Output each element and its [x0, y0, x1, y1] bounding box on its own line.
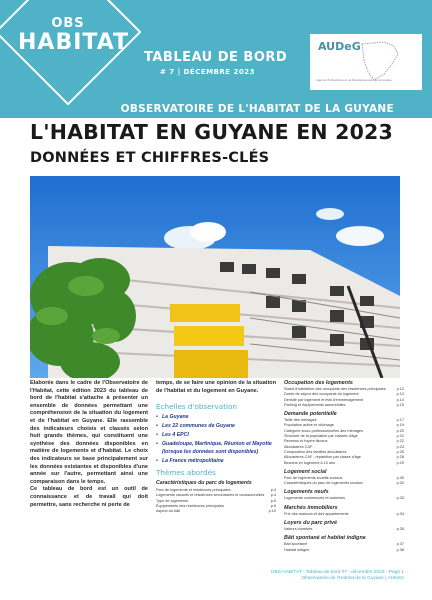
toc-label: Densité par logement et état d'emménagement — [284, 397, 364, 402]
toc-row[interactable] — [284, 548, 404, 553]
toc-page: p.30 — [396, 475, 404, 480]
toc-page: p.15 — [396, 402, 404, 407]
partner-caption: Agence d'Urbanisme et de Développement de la Guyane — [316, 78, 392, 82]
intro-paragraph-2: Ce tableau de bord est un outil de connaissance et de travail qui doit permettre, sans recherche ni perte de — [30, 486, 148, 508]
toc-label: Prix des maisons et des appartements — [284, 511, 349, 516]
intro-paragraph-1: Elaborée dans le cadre de l'Observatoire de l'Habitat, cette édition 2023 du tableau de bord de l'habitat s'attache à présenter un ensemble de données permettant une compréhension de la situation du logement et de l'habitat en Guyane. Elle rassemble des indicateurs choisis et classés selon huit grands thèmes, qui constituent une synthèse des données disponibles en matière de logements et d'habitat. Le choix des indicateurs se base principalement sur les données existantes et disponibles d'une année sur l'autre, permettant ainsi une comparaison dans le temps. — [30, 380, 148, 485]
toc-page: p.19 — [396, 423, 404, 428]
echelles-heading: Échelles d'observation — [156, 402, 237, 412]
toc-section-title: Logement social — [284, 468, 327, 475]
echelle-item: • La France métropolitaine — [156, 458, 276, 465]
toc-page: p.32 — [396, 481, 404, 486]
footer-line-2: Observatoire de l'Habitat de la Guyane | AUDeG — [301, 576, 404, 582]
toc-label: Parking et équipements automobiles — [284, 402, 346, 407]
toc-section-title: Marchés immobiliers — [284, 504, 338, 511]
toc-page: p.5 — [270, 498, 276, 503]
echelle-item: • La Guyane — [156, 414, 276, 421]
page-footer — [204, 570, 404, 582]
toc-page: p.4 — [270, 488, 276, 493]
guyane-map-icon — [354, 40, 414, 82]
echelle-item: • Les 22 communes de Guyane — [156, 423, 276, 430]
toc-label: Revenus et foyers fiscaux — [284, 439, 328, 444]
toc-label: Allocataires CAF : répartition par classe d'âge — [284, 455, 361, 460]
toc-page: p.38 — [396, 547, 404, 552]
logo-text-top: OBS — [51, 16, 85, 31]
toc-page: p.12 — [396, 387, 404, 391]
toc-page: p.29 — [396, 460, 404, 465]
toc-label: Logements vacants et résidences secondaires et occasionnelles — [156, 493, 265, 498]
toc-label: Aspect du bâti — [156, 509, 181, 514]
toc-section-title: Occupation des logements — [284, 380, 353, 386]
toc-page: p.37 — [396, 542, 404, 547]
toc-label: Composition des familles allocataires — [284, 449, 347, 454]
toc-row[interactable] — [284, 481, 404, 486]
toc-page: p.33 — [396, 496, 404, 501]
toc-row[interactable] — [156, 509, 276, 514]
toc-label: Structure de la population par classes d'âge — [284, 434, 358, 439]
toc-section-title: Logements neufs — [284, 489, 329, 496]
echelles-list — [156, 414, 276, 465]
toc-label: Durée de séjour des occupants du logement — [284, 392, 359, 397]
toc-row[interactable] — [284, 496, 404, 501]
toc-page: p.14 — [396, 397, 404, 402]
toc-page: p.35 — [396, 527, 404, 532]
toc-label: Caractéristiques du parc de logements sociaux — [284, 481, 363, 486]
toc-label: Équipements des résidences principales — [156, 504, 224, 509]
toc-page: p.13 — [396, 392, 404, 397]
toc-page: p.34 — [396, 511, 404, 516]
toc-label: Besoins en logement à 10 ans — [284, 460, 336, 465]
issue-label: # 7 | DÉCEMBRE 2023 — [160, 68, 256, 76]
toc-row[interactable] — [284, 461, 404, 466]
toc-label: Parc de logements et résidences principales — [156, 488, 231, 493]
toc-page: p.17 — [396, 418, 404, 423]
toc-label: Statut d'habitation des occupants des résidences principales — [284, 387, 386, 391]
toc-page: p.25 — [396, 449, 404, 454]
toc-page: p.6 — [270, 504, 276, 509]
toc-label: Valeurs locatives — [284, 527, 313, 532]
logo-text-bottom: HABITAT — [18, 30, 130, 55]
themes-heading: Thèmes abordés — [156, 468, 216, 477]
footer-line-1: OBS HABITAT - Tableau de bord #7 - décembre 2023 - Page 1 — [270, 570, 404, 575]
toc-label: Parc de logements locatifs sociaux — [284, 475, 343, 480]
toc-page: p.24 — [396, 444, 404, 449]
partner-logo-text: AUDeG — [318, 40, 361, 53]
toc-section-title: Demande potentielle — [284, 411, 337, 418]
toc-page: p.10 — [268, 509, 276, 514]
toc-label: Population active et chômage — [284, 423, 334, 428]
echelle-item: • Guadeloupe, Martinique, Réunion et Mayotte (lorsque les données sont disponibles) — [156, 441, 276, 455]
toc-page: p.4 — [270, 493, 276, 498]
intro-column-1 — [30, 380, 148, 509]
toc-label: Type de logements — [156, 498, 189, 503]
partner-logo — [310, 34, 422, 90]
intro-continuation: temps, de se faire une opinion de la situation de l'habitat et du logement en Guyane. — [156, 380, 276, 394]
toc-section-title: Loyers du parc privé — [284, 520, 338, 527]
toc-label: Habitat indigne — [284, 547, 310, 552]
toc-row[interactable] — [284, 512, 404, 517]
toc-page: p.22 — [396, 439, 404, 444]
dashboard-title: TABLEAU DE BORD — [144, 50, 288, 65]
echelle-item: • Les 4 EPCI — [156, 432, 276, 439]
building-photo-illustration — [30, 176, 400, 378]
toc-page: p.21 — [396, 434, 404, 439]
theme-section-title: Caractéristiques du parc de logements — [156, 479, 252, 486]
toc-section-title: Bâti spontané et habitat indigne — [284, 535, 366, 542]
toc-label: Catégorie socio-professionnelles des ménages — [284, 428, 363, 433]
intro-column-2 — [156, 380, 276, 515]
cover-photo — [30, 176, 400, 378]
toc-label: Allocataires CAF — [284, 444, 313, 449]
observatory-banner: OBSERVATOIRE DE L'HABITAT DE LA GUYANE — [120, 103, 394, 115]
toc-page: p.20 — [396, 428, 404, 433]
toc-label: Taille des ménages — [284, 418, 317, 423]
toc-label: Logements commencés et autorisés — [284, 496, 345, 501]
toc-row[interactable] — [284, 527, 404, 532]
page-subtitle: DONNÉES ET CHIFFRES-CLÉS — [30, 150, 270, 166]
toc-page: p.26 — [396, 455, 404, 460]
toc-column — [284, 380, 404, 553]
header-band — [0, 0, 432, 118]
toc-label: Bâti spontané — [284, 542, 308, 547]
page-title: L'HABITAT EN GUYANE EN 2023 — [30, 120, 393, 144]
toc-row[interactable] — [284, 403, 404, 408]
